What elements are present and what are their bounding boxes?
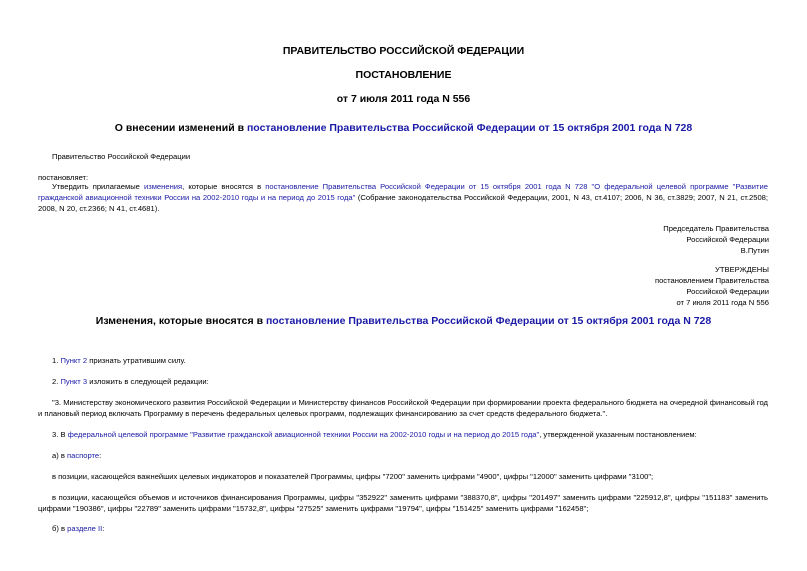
approved-line-3: Российской Федерации bbox=[686, 287, 769, 296]
government-rf: Правительство Российской Федерации bbox=[52, 152, 191, 161]
item-3 bbox=[52, 429, 697, 440]
section-2-link[interactable]: разделе II bbox=[67, 524, 103, 533]
item-b-post: : bbox=[102, 524, 105, 533]
changes-title bbox=[0, 315, 807, 327]
document-title bbox=[0, 122, 807, 134]
approved-line-1: УТВЕРЖДЕНЫ bbox=[715, 265, 769, 274]
item-3-pre: 3. В bbox=[52, 430, 68, 439]
approved-block bbox=[655, 264, 769, 308]
signature-line-1: Председатель Правительства bbox=[663, 224, 769, 233]
decree-728-link[interactable]: постановление Правительства Российской Федерации от 15 октября 2001 года N 728 "О федеральной целевой программе "Развитие гражданской авиационной техники России на 2002-2010 годы и на период до 2015 года" bbox=[38, 182, 768, 202]
passport-link[interactable]: паспорте bbox=[67, 451, 100, 460]
item-a-post: : bbox=[99, 451, 102, 460]
item-1 bbox=[52, 355, 186, 366]
item-3-link[interactable]: федеральной целевой программе "Развитие гражданской авиационной техники России на 2002-2010 годы и на период до 2015 года" bbox=[67, 430, 540, 439]
item-1-pre: 1. bbox=[52, 356, 61, 365]
resolves-text: постановляет: bbox=[38, 173, 89, 182]
item-3-post: , утвержденной указанным постановлением: bbox=[539, 430, 697, 439]
approved-line-4: от 7 июля 2011 года N 556 bbox=[676, 298, 769, 307]
item-a-pre: а) в bbox=[52, 451, 68, 460]
paragraph-indicators: в позиции, касающейся важнейших целевых индикаторов и показателей Программы, цифры "7200" заменить цифрами "4900", цифры "12000" заменить цифрами "3100"; bbox=[52, 472, 654, 481]
approved-line-2: постановлением Правительства bbox=[654, 276, 769, 285]
changes-title-prefix: Изменения, которые вносятся в bbox=[95, 315, 266, 327]
item-2-pre: 2. bbox=[52, 377, 61, 386]
document-title-link[interactable]: постановление Правительства Российской Федерации от 15 октября 2001 года N 728 bbox=[246, 122, 693, 134]
item-b bbox=[52, 523, 104, 534]
signature-line-2: Российской Федерации bbox=[686, 235, 769, 244]
paragraph-financing: в позиции, касающейся объемов и источников финансирования Программы, цифры "352922" заменить цифрами "388370,8", цифры "201497" заменить цифрами "225912,8", цифры "151183" заменить цифрами "190386", цифры "22789" заменить цифрами "15732,8", цифры "27525" заменить цифрами "19794", цифры "151425" заменить цифрами "162458"; bbox=[38, 493, 768, 513]
government-heading: ПРАВИТЕЛЬСТВО РОССИЙСКОЙ ФЕДЕРАЦИИ bbox=[282, 45, 525, 57]
item-2-link[interactable]: Пункт 3 bbox=[60, 377, 88, 386]
item-1-post: признать утратившим силу. bbox=[87, 356, 186, 365]
changes-link[interactable]: изменения bbox=[143, 182, 183, 191]
approve-paragraph bbox=[38, 181, 768, 214]
item-2-post: изложить в следующей редакции: bbox=[87, 377, 209, 386]
signature-line-3: В.Путин bbox=[740, 246, 769, 255]
approve-text-1: Утвердить прилагаемые bbox=[52, 182, 144, 191]
item-a bbox=[52, 450, 101, 461]
document-type: ПОСТАНОВЛЕНИЕ bbox=[355, 69, 452, 81]
item-2 bbox=[52, 376, 209, 387]
document-date: от 7 июля 2011 года N 556 bbox=[336, 93, 471, 105]
document-title-prefix: О внесении изменений в bbox=[114, 122, 247, 134]
changes-title-link[interactable]: постановление Правительства Российской Федерации от 15 октября 2001 года N 728 bbox=[265, 315, 712, 327]
item-1-link[interactable]: Пункт 2 bbox=[60, 356, 88, 365]
approve-text-3: (Собрание законодательства Российской Федерации, 2001, N 43, ст.4107; 2006, N 36, ст.3829; 2007, N 21, ст.2508; 2008, N 20, ст.2366; N 41, ст.4681). bbox=[38, 193, 768, 213]
quoted-paragraph: "3. Министерству экономического развития Российской Федерации и Министерству финансов Российской Федерации при формировании проекта федерального бюджета на очередной финансовый год и плановый период включать Программу в перечень федеральных целевых программ, подлежащих финансированию за счет средств федерального бюджета.". bbox=[38, 398, 768, 418]
signature-block bbox=[663, 223, 769, 256]
item-b-pre: б) в bbox=[52, 524, 68, 533]
approve-text-2: , которые вносятся в bbox=[182, 182, 266, 191]
